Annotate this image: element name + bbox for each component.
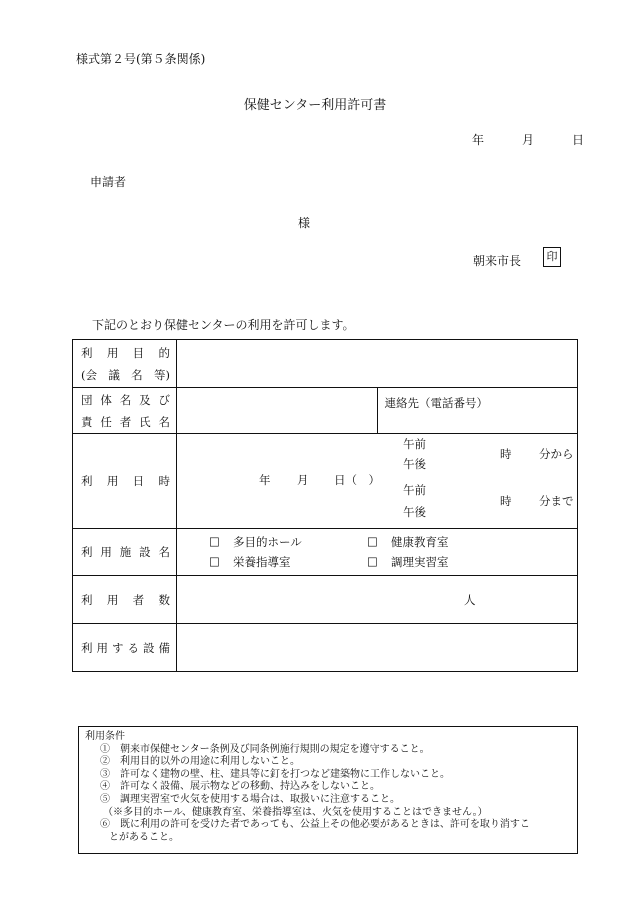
conditions-heading: 利用条件 bbox=[85, 731, 125, 742]
conditions-box bbox=[78, 726, 578, 854]
datetime-month: 月 bbox=[297, 473, 309, 487]
end-minute: 分まで bbox=[539, 494, 574, 508]
datetime-day: 日（ ） bbox=[334, 473, 380, 487]
date-day-label: 日 bbox=[572, 133, 585, 147]
label-equipment bbox=[73, 624, 177, 672]
equipment-input-cell[interactable] bbox=[177, 624, 578, 672]
datetime-input-cell[interactable] bbox=[177, 434, 578, 529]
issuer-mayor: 朝来市長 bbox=[473, 254, 522, 268]
applicant-label: 申請者 bbox=[90, 175, 127, 189]
form-number: 様式第２号(第５条関係) bbox=[76, 52, 206, 66]
table-row-equipment bbox=[73, 624, 578, 672]
start-hour: 時 bbox=[500, 447, 512, 461]
label-datetime bbox=[73, 434, 177, 529]
table-row-facility bbox=[73, 529, 578, 576]
permit-table bbox=[72, 339, 578, 672]
label-datetime-line: 利 用 日 時 bbox=[81, 474, 170, 488]
condition-item: ② 利用目的以外の用途に利用しないこと。 bbox=[100, 756, 300, 768]
table-row-datetime bbox=[73, 434, 578, 529]
checkbox-health-room[interactable]: □ bbox=[367, 534, 378, 548]
table-row-purpose bbox=[73, 340, 578, 388]
checkbox-nutrition-room[interactable]: □ bbox=[209, 554, 220, 568]
label-group-line1: 団 体 名 及 び bbox=[81, 392, 170, 407]
option-cooking-room: 調理実習室 bbox=[391, 555, 449, 569]
date-month-label: 月 bbox=[522, 133, 535, 147]
label-purpose-line2: (会 議 名 等) bbox=[81, 367, 170, 382]
condition-item: ③ 許可なく建物の壁、柱、建具等に釘を打つなど建築物に工作しないこと。 bbox=[100, 768, 450, 780]
condition-note: （※多目的ホール、健康教育室、栄養指導室は、火気を使用することはできません。） bbox=[103, 806, 488, 818]
condition-item: ⑥ 既に利用の許可を受けた者であっても、公益上その他必要があるときは、許可を取り消すこ bbox=[100, 819, 530, 831]
table-row-users bbox=[73, 576, 578, 624]
start-minute: 分から bbox=[539, 447, 574, 461]
label-group-line2: 責 任 者 氏 名 bbox=[81, 414, 170, 429]
checkbox-cooking-room[interactable]: □ bbox=[367, 554, 378, 568]
label-equipment-line: 利 用 す る 設 備 bbox=[81, 640, 170, 655]
intro-text: 下記のとおり保健センターの利用を許可します。 bbox=[92, 318, 355, 332]
datetime-year: 年 bbox=[259, 473, 271, 487]
condition-item: ④ 許可なく設備、展示物などの移動、持込みをしないこと。 bbox=[100, 781, 380, 793]
label-group bbox=[73, 388, 177, 434]
start-pm: 午後 bbox=[403, 457, 426, 471]
contact-cell[interactable] bbox=[377, 388, 578, 434]
end-am: 午前 bbox=[403, 483, 426, 497]
option-health-room: 健康教育室 bbox=[391, 535, 449, 549]
checkbox-hall[interactable]: □ bbox=[209, 534, 220, 548]
label-facility-line: 利 用 施 設 名 bbox=[81, 545, 170, 559]
label-purpose-line1: 利 用 目 的 bbox=[81, 345, 170, 360]
option-nutrition-room: 栄養指導室 bbox=[233, 555, 291, 569]
end-hour: 時 bbox=[500, 494, 512, 508]
facility-options-cell bbox=[177, 529, 578, 576]
label-purpose bbox=[73, 340, 177, 388]
contact-label: 連絡先（電話番号） bbox=[384, 396, 488, 410]
date-year-label: 年 bbox=[472, 133, 485, 147]
honorific-sama: 様 bbox=[298, 216, 311, 230]
purpose-input-cell[interactable] bbox=[177, 340, 578, 388]
condition-item: ① 朝来市保健センター条例及び同条例施行規則の規定を遵守すること。 bbox=[100, 743, 430, 755]
table-row-group bbox=[73, 388, 578, 434]
group-name-input-cell[interactable] bbox=[177, 388, 378, 434]
start-am: 午前 bbox=[403, 437, 426, 451]
page-title: 保健センター利用許可書 bbox=[243, 98, 387, 113]
label-users-line: 利 用 者 数 bbox=[81, 592, 170, 607]
end-pm: 午後 bbox=[403, 505, 426, 519]
label-facility bbox=[73, 529, 177, 576]
condition-item: ⑤ 調理実習室で火気を使用する場合は、取扱いに注意すること。 bbox=[100, 793, 400, 805]
label-users bbox=[73, 576, 177, 624]
users-unit: 人 bbox=[464, 593, 476, 607]
seal-mark: 印 bbox=[543, 247, 561, 267]
condition-item-continued: とがあること。 bbox=[109, 831, 179, 843]
option-hall: 多目的ホール bbox=[233, 535, 302, 549]
users-input-cell[interactable] bbox=[177, 576, 578, 624]
